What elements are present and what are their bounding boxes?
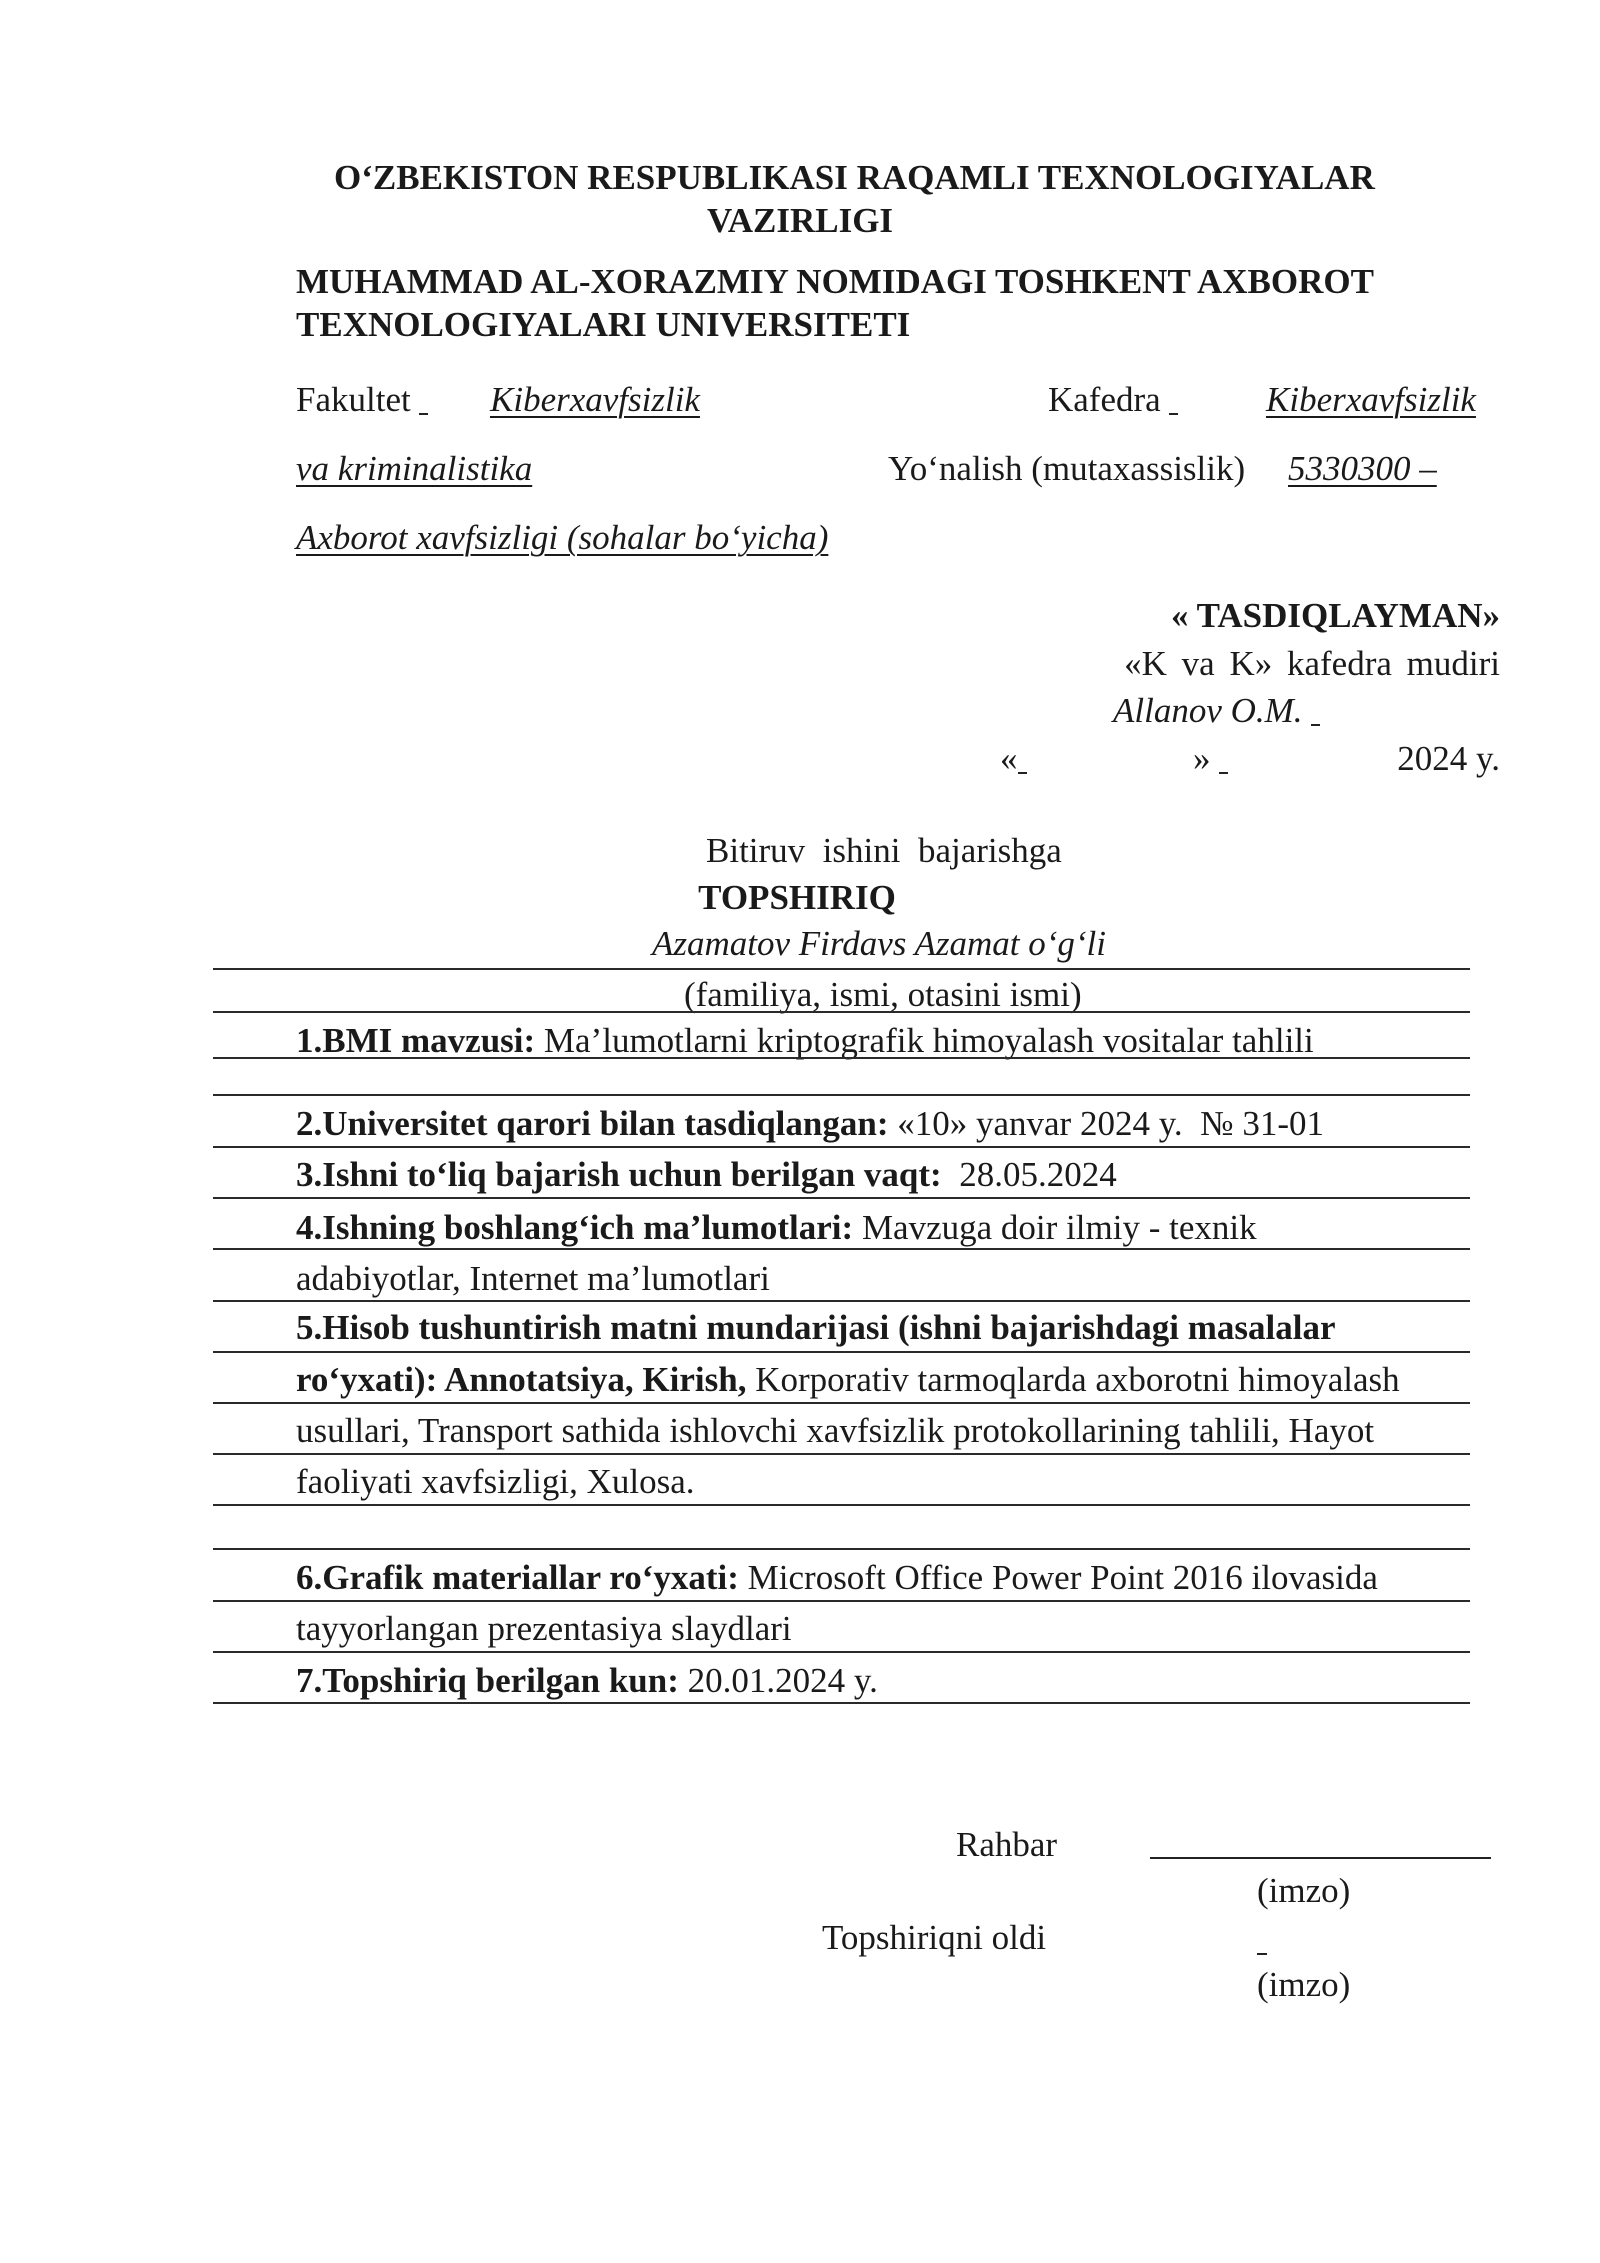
divider [213, 1146, 1470, 1148]
receiver-label: Topshiriqni oldi [822, 1918, 1047, 1957]
task-intro: Bitiruv ishini bajarishga [706, 831, 1062, 870]
item-1: 1.BMI mavzusi: Ma’lumotlarni kriptografik himoyalash vositalar tahlili [296, 1021, 1314, 1060]
approval-role: «K va K» kafedra mudiri [1124, 644, 1500, 683]
item-2: 2.Universitet qarori bilan tasdiqlangan: «10» yanvar 2024 y. № 31-01 [296, 1104, 1324, 1143]
divider [213, 1011, 1470, 1013]
faculty-value: Kiberxavfsizlik [490, 380, 700, 419]
ministry-line-2: VAZIRLIGI [706, 201, 894, 240]
divider [213, 1453, 1470, 1455]
divider [213, 1351, 1470, 1353]
student-caption: (familiya, ismi, otasini ismi) [684, 975, 1082, 1014]
divider [213, 1057, 1470, 1059]
divider [213, 1402, 1470, 1404]
approval-name: Allanov O.M. [1113, 691, 1303, 730]
item-5-line-4: faoliyati xavfsizligi, Xulosa. [296, 1462, 695, 1501]
approval-date-open: « [1000, 741, 1027, 776]
item-5-label: 5.Hisob tushuntirish matni mundarijasi (ishni bajarishdagi masalalar [296, 1308, 1336, 1347]
receiver-caption: (imzo) [1257, 1965, 1351, 2004]
approval-title: « TASDIQLAYMAN» [1171, 596, 1500, 635]
item-6-line-2: tayyorlangan prezentasiya slaydlari [296, 1609, 792, 1648]
student-name: Azamatov Firdavs Azamat o‘g‘li [652, 924, 1106, 963]
department-value: Kiberxavfsizlik [1266, 380, 1476, 419]
divider [213, 1248, 1470, 1250]
direction-value-line-2: Axborot xavfsizligi (sohalar bo‘yicha) [296, 518, 829, 557]
divider [213, 1504, 1470, 1506]
university-line-1: MUHAMMAD AL-XORAZMIY NOMIDAGI TOSHKENT AXBOROT [296, 262, 1374, 301]
faculty-label: Fakultet [296, 382, 428, 417]
supervisor-label: Rahbar [956, 1825, 1058, 1864]
divider [213, 1300, 1470, 1302]
department-label: Kafedra [1048, 382, 1178, 417]
item-7: 7.Topshiriq berilgan kun: 20.01.2024 y. [296, 1661, 878, 1700]
item-3: 3.Ishni to‘liq bajarish uchun berilgan vaqt: 28.05.2024 [296, 1155, 1117, 1194]
approval-name-row [1113, 693, 1320, 728]
item-4-line-2: adabiyotlar, Internet ma’lumotlari [296, 1259, 770, 1298]
faculty-value-line-2: va kriminalistika [296, 449, 533, 488]
item-6: 6.Grafik materiallar ro‘yxati: Microsoft Office Power Point 2016 ilovasida [296, 1558, 1378, 1597]
divider [213, 1094, 1470, 1096]
divider [213, 1197, 1470, 1199]
signature-stub [1257, 1953, 1267, 1955]
approval-year: 2024 y. [1397, 739, 1500, 778]
task-title: TOPSHIRIQ [698, 878, 896, 917]
ministry-line-1: O‘ZBEKISTON RESPUBLIKASI RAQAMLI TEXNOLOGIYALAR [334, 158, 1375, 197]
direction-label: Yo‘nalish (mutaxassislik) [888, 449, 1246, 488]
direction-value: 5330300 – [1288, 449, 1437, 488]
divider [213, 1702, 1470, 1704]
university-line-2: TEXNOLOGIYALARI UNIVERSITETI [296, 305, 911, 344]
divider [213, 1600, 1470, 1602]
supervisor-caption: (imzo) [1257, 1871, 1351, 1910]
divider [213, 1548, 1470, 1550]
signature-line [1150, 1857, 1491, 1859]
divider [213, 968, 1470, 970]
item-5-line-3: usullari, Transport sathida ishlovchi xavfsizlik protokollarining tahlili, Hayot [296, 1411, 1375, 1450]
item-4: 4.Ishning boshlang‘ich ma’lumotlari: Mavzuga doir ilmiy - texnik [296, 1208, 1257, 1247]
item-5-line-2: ro‘yxati): Annotatsiya, Kirish, Korporativ tarmoqlarda axborotni himoyalash [296, 1360, 1400, 1399]
divider [213, 1651, 1470, 1653]
approval-date-close: » [1193, 741, 1228, 776]
